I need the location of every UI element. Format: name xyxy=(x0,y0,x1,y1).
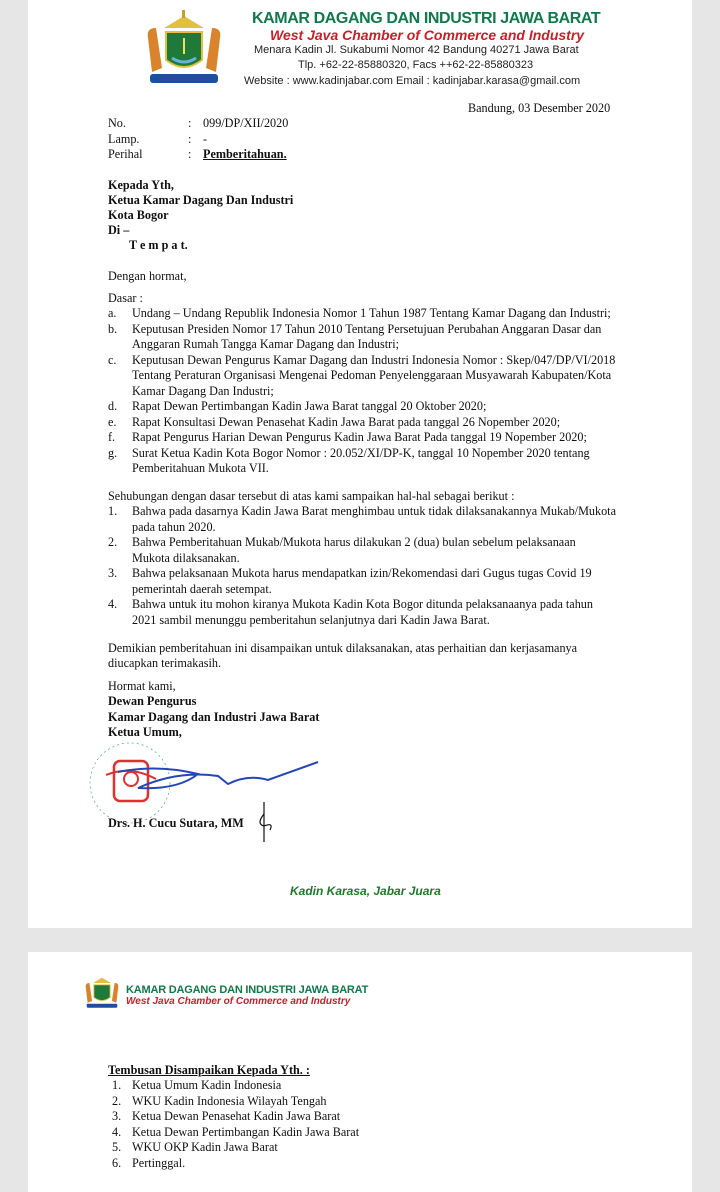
meta-value: 099/DP/XII/2020 xyxy=(203,116,289,130)
meta-label: Lamp. xyxy=(108,131,140,146)
point-line: Bahwa pada dasarnya Kadin Jawa Barat menghimbau untuk tidak dilaksanakannya Mukab/Mukota xyxy=(132,504,616,518)
meta-colon: : xyxy=(188,131,192,146)
point-line: pada tahun 2020. xyxy=(132,519,216,534)
basis-line: Kamar Dagang Dan Industri; xyxy=(132,383,274,398)
cc-number: 1. xyxy=(112,1078,122,1092)
basis-line: Anggaran Rumah Tangga Kamar Dagang dan Industri; xyxy=(132,337,399,351)
basis-line: Rapat Dewan Pertimbangan Kadin Jawa Barat tanggal 20 Oktober 2020; xyxy=(132,399,487,413)
basis-key: b. xyxy=(108,321,118,336)
basis-line: Rapat Konsultasi Dewan Penasehat Kadin Jawa Barat pada tanggal 26 Nopember 2020; xyxy=(132,414,561,429)
basis-line: Tentang Peraturan Organisasi Mengenai Pedoman Penyelenggaraan Musyawarah Kabupaten/Kota xyxy=(132,368,612,382)
paraf xyxy=(256,800,280,844)
point-line: 2021 sambil menunggu pemberitahun selanjutnya dari Kadin Jawa Barat. xyxy=(132,612,490,627)
point-number: 4. xyxy=(108,597,118,611)
signoff: Hormat kami, xyxy=(108,679,176,693)
cc-item: WKU Kadin Indonesia Wilayah Tengah xyxy=(132,1093,327,1108)
point-number: 1. xyxy=(108,504,118,518)
point-number: 3. xyxy=(108,566,118,580)
cc-item: Ketua Dewan Penasehat Kadin Jawa Barat xyxy=(132,1109,341,1123)
point-number: 2. xyxy=(108,535,118,549)
point-line: Bahwa Pemberitahuan Mukab/Mukota harus dilakukan 2 (dua) bulan sebelum pelaksanaan xyxy=(132,535,576,549)
cc-number: 5. xyxy=(112,1140,122,1154)
basis-key: d. xyxy=(108,399,118,413)
motto: Kadin Karasa, Jabar Juara xyxy=(290,884,441,898)
basis-line: Keputusan Presiden Nomor 17 Tahun 2010 Tentang Persetujuan Perubahan Anggaran Dasar dan xyxy=(132,321,602,336)
org-name: KAMAR DAGANG DAN INDUSTRI JAWA BARAT xyxy=(252,10,601,27)
basis-key: e. xyxy=(108,414,117,429)
org-name-en: West Java Chamber of Commerce and Industry xyxy=(126,996,351,1007)
meta-label: No. xyxy=(108,116,126,130)
basis-key: g. xyxy=(108,445,118,460)
closing-line: Demikian pemberitahuan ini disampaikan untuk dilaksanakan, atas perhaitian dan kerjasamanya xyxy=(108,641,578,655)
point-line: Bahwa pelaksanaan Mukota harus mendapatkan izin/Rekomendasi dari Gugus tugas Covid 19 xyxy=(132,566,592,580)
basis-line: Rapat Pengurus Harian Dewan Pengurus Kadin Jawa Barat Pada tanggal 19 Nopember 2020; xyxy=(132,430,587,444)
cc-item: Ketua Dewan Pertimbangan Kadin Jawa Barat xyxy=(132,1124,360,1139)
basis-line: Pemberitahuan Mukota VII. xyxy=(132,461,269,475)
meta-colon: : xyxy=(188,116,192,130)
letter-page-1 xyxy=(28,0,692,928)
meta-value: - xyxy=(203,131,208,146)
cc-number: 3. xyxy=(112,1109,122,1123)
basis-line: Undang – Undang Republik Indonesia Nomor 1 Tahun 1987 Tentang Kamar Dagang dan Industri; xyxy=(132,306,611,320)
point-line: Mukota dilaksanakan. xyxy=(132,550,240,565)
basis-key: c. xyxy=(108,352,117,367)
org-name: KAMAR DAGANG DAN INDUSTRI JAWA BARAT xyxy=(126,984,369,996)
cc-number: 2. xyxy=(112,1093,122,1108)
cc-item: Pertinggal. xyxy=(132,1155,186,1170)
cc-item: WKU OKP Kadin Jawa Barat xyxy=(132,1140,278,1154)
org-name-en: West Java Chamber of Commerce and Industry xyxy=(270,27,585,43)
basis-key: a. xyxy=(108,306,117,320)
cc-title: Tembusan Disampaikan Kepada Yth. : xyxy=(108,1063,310,1077)
letter-page-2 xyxy=(28,952,692,1192)
basis-key: f. xyxy=(108,430,116,444)
signoff: Kamar Dagang dan Industri Jawa Barat xyxy=(108,710,320,724)
signatory-name: Drs. H. Cucu Sutara, MM xyxy=(108,816,244,830)
letter-date: Bandung, 03 Desember 2020 xyxy=(468,101,611,115)
closing-line: diucapkan terimakasih. xyxy=(108,656,222,670)
cc-number: 6. xyxy=(112,1155,122,1170)
point-line: Bahwa untuk itu mohon kiranya Mukota Kadin Kota Bogor ditunda pelaksanaanya pada tahun xyxy=(132,597,593,611)
recipient-line: T e m p a t. xyxy=(129,238,188,252)
meta-label: Perihal xyxy=(108,147,143,161)
address: Menara Kadin Jl. Sukabumi Nomor 42 Bandung 40271 Jawa Barat xyxy=(254,44,579,56)
meta-colon: : xyxy=(188,147,192,161)
phone: Tlp. +62-22-85880320, Facs ++62-22-85880323 xyxy=(298,59,534,71)
recipient-line: Kota Bogor xyxy=(108,208,169,222)
signature xyxy=(118,760,328,810)
points-intro: Sehubungan dengan dasar tersebut di atas kami sampaikan hal-hal sebagai berikut : xyxy=(108,489,515,503)
contact: Website : www.kadinjabar.com Email : kadinjabar.karasa@gmail.com xyxy=(244,75,581,87)
basis-line: Surat Ketua Kadin Kota Bogor Nomor : 20.052/XI/DP-K, tanggal 10 Nopember 2020 tentang xyxy=(132,445,590,460)
basis-line: Keputusan Dewan Pengurus Kamar Dagang dan Industri Indonesia Nomor : Skep/047/DP/VI/2018 xyxy=(132,352,616,367)
greeting: Dengan hormat, xyxy=(108,269,187,283)
recipient-line: Ketua Kamar Dagang Dan Industri xyxy=(108,193,294,207)
kadin-logo xyxy=(144,8,224,88)
cc-number: 4. xyxy=(112,1124,122,1139)
signoff: Dewan Pengurus xyxy=(108,694,197,708)
recipient-line: Di – xyxy=(108,223,130,237)
cc-item: Ketua Umum Kadin Indonesia xyxy=(132,1078,282,1092)
kadin-logo-small xyxy=(84,974,120,1010)
signoff: Ketua Umum, xyxy=(108,725,182,739)
point-line: pemerintah daerah setempat. xyxy=(132,581,272,596)
meta-value: Pemberitahuan. xyxy=(203,147,287,161)
recipient-line: Kepada Yth, xyxy=(108,178,174,192)
basis-title: Dasar : xyxy=(108,291,143,305)
